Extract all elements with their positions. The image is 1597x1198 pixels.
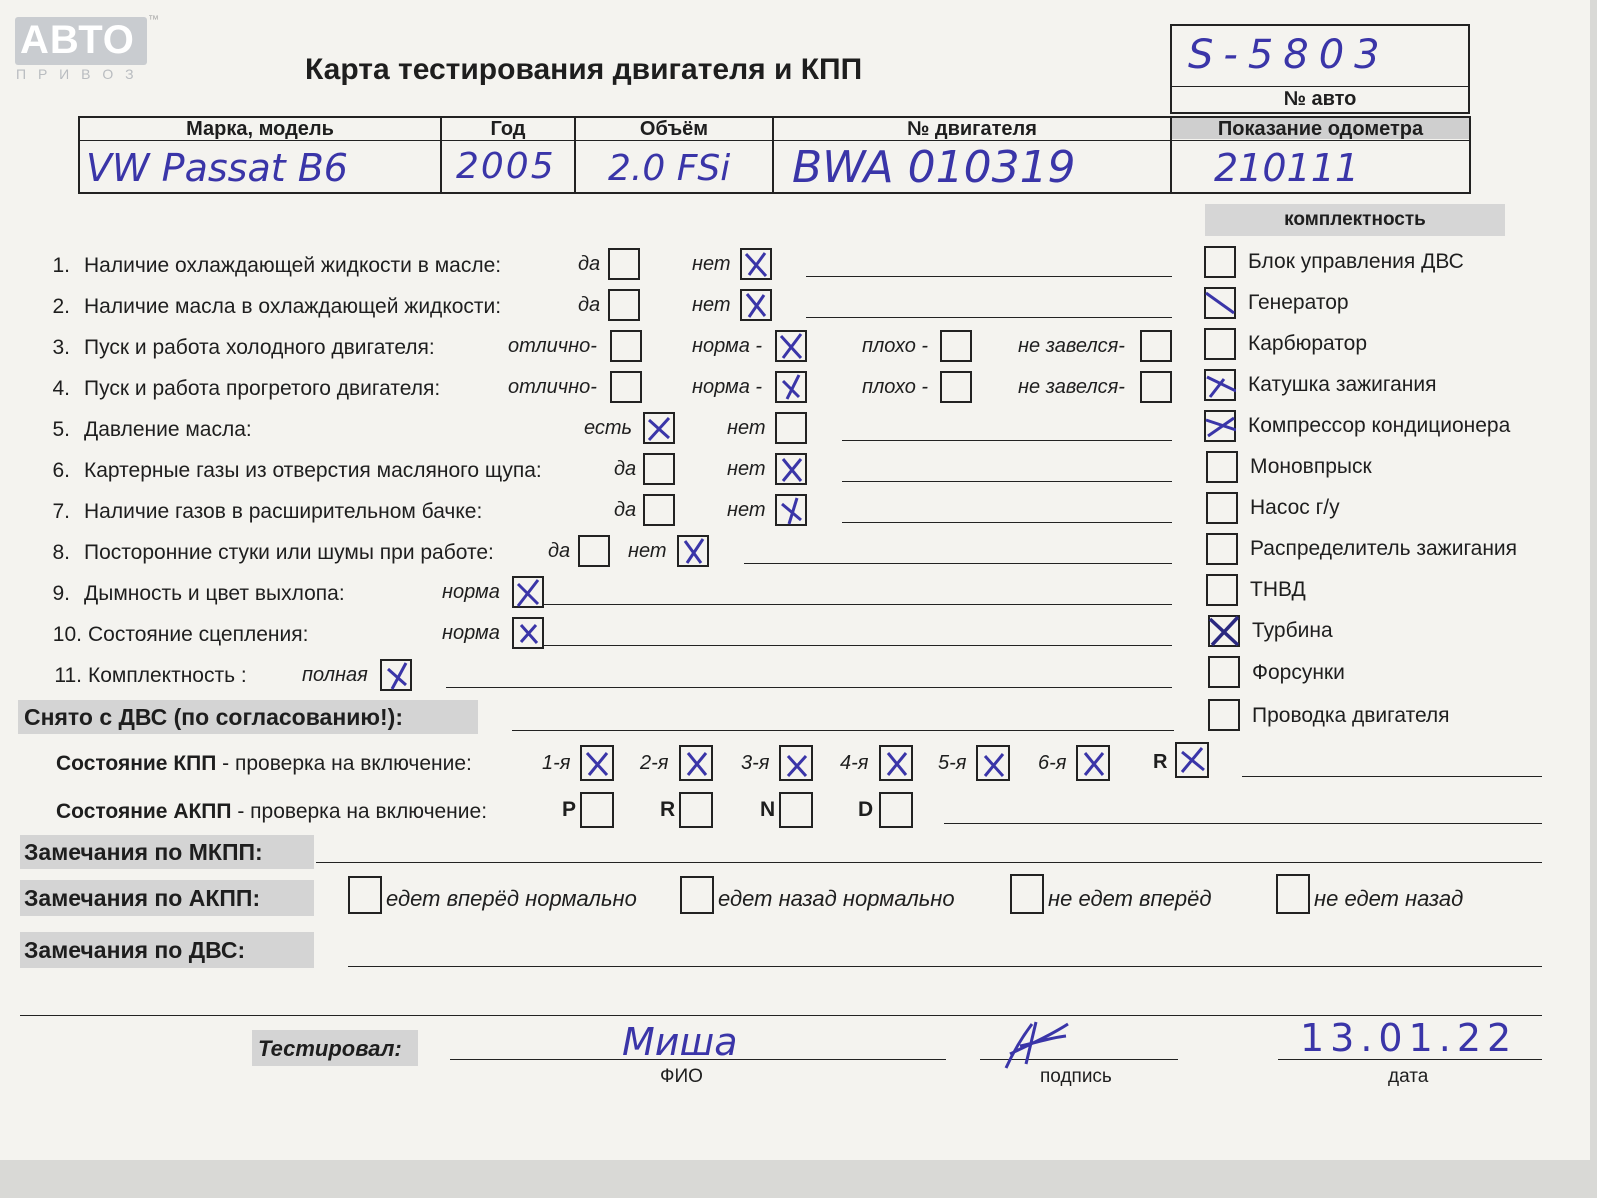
removed-line bbox=[512, 730, 1174, 731]
tested-label: Тестировал: bbox=[258, 1036, 402, 1061]
gear-r-label: R bbox=[1153, 751, 1168, 773]
comp-tnvd-checkbox[interactable] bbox=[1206, 574, 1238, 606]
auto-p-checkbox[interactable] bbox=[580, 792, 614, 828]
value-odometer: 210111 bbox=[1214, 146, 1360, 190]
header-col-engine: № двигателя bbox=[907, 118, 1037, 140]
comp-ac-compressor-label: Компрессор кондиционера bbox=[1248, 414, 1511, 437]
r4-bad-checkbox[interactable] bbox=[940, 371, 972, 403]
r1-no-label: нет bbox=[692, 253, 731, 275]
r3-notstarted-checkbox[interactable] bbox=[1140, 330, 1172, 362]
gear-1-check-mark bbox=[581, 747, 613, 779]
r6-yes-checkbox[interactable] bbox=[643, 453, 675, 485]
r6-no-check-mark bbox=[775, 453, 807, 485]
comp-generator-label: Генератор bbox=[1248, 291, 1349, 314]
r2-yes-checkbox[interactable] bbox=[608, 289, 640, 321]
r2-yes-label: да bbox=[578, 294, 601, 316]
r9-note-line bbox=[544, 604, 1172, 605]
r8-yes-label: да bbox=[548, 540, 571, 562]
check-6-text: Картерные газы из отверстия масляного щупа: bbox=[84, 459, 542, 482]
comp-turbine-check-mark bbox=[1208, 615, 1240, 647]
akpp-no-back-label: не едет назад bbox=[1314, 886, 1464, 911]
r6-yes-label: да bbox=[614, 458, 637, 480]
remarks-dvs-label: Замечания по ДВС: bbox=[24, 937, 246, 963]
comp-carburetor-label: Карбюратор bbox=[1248, 332, 1368, 355]
header-col-model: Марка, модель bbox=[186, 118, 334, 140]
check-10-text: Состояние сцепления: bbox=[88, 623, 309, 646]
comp-carburetor-checkbox[interactable] bbox=[1204, 328, 1236, 360]
r3-excellent-label: отлично- bbox=[508, 335, 597, 357]
gear-2-check-mark bbox=[680, 747, 712, 779]
auto-r-label: R bbox=[660, 798, 676, 821]
gear-3-label: 3-я bbox=[741, 752, 770, 774]
page-title: Карта тестирования двигателя и КПП bbox=[305, 53, 863, 86]
gear-5-check-mark bbox=[977, 748, 1009, 780]
r3-notstarted-label: не завелся- bbox=[1018, 335, 1125, 357]
r7-yes-label: да bbox=[614, 499, 637, 521]
auto-n-checkbox[interactable] bbox=[779, 792, 813, 828]
akpp-back-ok-label: едет назад нормально bbox=[718, 886, 955, 911]
comp-ac-compressor-check-mark bbox=[1204, 410, 1236, 442]
check-5-text: Давление масла: bbox=[84, 418, 252, 441]
akpp-fwd-ok-label: едет вперёд нормально bbox=[386, 886, 637, 911]
r7-no-label: нет bbox=[727, 499, 766, 521]
comp-injectors-label: Форсунки bbox=[1252, 661, 1345, 684]
r4-bad-label: плохо - bbox=[862, 376, 929, 398]
comp-turbine-label: Турбина bbox=[1252, 619, 1333, 642]
comp-wiring-label: Проводка двигателя bbox=[1252, 704, 1450, 727]
value-volume: 2.0 FSi bbox=[608, 148, 731, 189]
r10-normal-label: норма bbox=[442, 622, 500, 644]
check-11-num: 11. bbox=[54, 664, 82, 687]
check-6-num: 6. bbox=[52, 459, 70, 482]
header-col-odometer: Показание одометра bbox=[1217, 118, 1424, 140]
auto-d-checkbox[interactable] bbox=[879, 792, 913, 828]
check-8-text: Посторонние стуки или шумы при работе: bbox=[84, 541, 494, 564]
r8-note-line bbox=[744, 563, 1172, 564]
r3-bad-label: плохо - bbox=[862, 335, 929, 357]
auto-r-checkbox[interactable] bbox=[679, 792, 713, 828]
comp-coil-check-mark bbox=[1204, 369, 1236, 401]
gear-r-check-mark bbox=[1176, 744, 1208, 776]
comp-ps-pump-label: Насос г/у bbox=[1250, 496, 1340, 519]
gear-5-label: 5-я bbox=[938, 752, 967, 774]
r9-normal-check-mark bbox=[512, 576, 544, 608]
value-engine: BWA 010319 bbox=[792, 142, 1076, 193]
check-4-text: Пуск и работа прогретого двигателя: bbox=[84, 377, 441, 400]
r5-note-line bbox=[842, 440, 1172, 441]
r2-no-label: нет bbox=[692, 294, 731, 316]
remarks-mkpp-label: Замечания по МКПП: bbox=[24, 839, 263, 865]
akpp-no-back-checkbox[interactable] bbox=[1276, 874, 1310, 914]
akpp-back-ok-checkbox[interactable] bbox=[680, 876, 714, 914]
r3-bad-checkbox[interactable] bbox=[940, 330, 972, 362]
value-model: VW Passat B6 bbox=[86, 146, 348, 190]
r8-yes-checkbox[interactable] bbox=[578, 535, 610, 567]
akpp-fwd-ok-checkbox[interactable] bbox=[348, 876, 382, 914]
r1-yes-checkbox[interactable] bbox=[608, 248, 640, 280]
comp-wiring-checkbox[interactable] bbox=[1208, 699, 1240, 731]
fio-value: Миша bbox=[622, 1020, 738, 1064]
check-8-num: 8. bbox=[52, 541, 70, 564]
akpp-no-fwd-checkbox[interactable] bbox=[1010, 874, 1044, 914]
r10-note-line bbox=[544, 645, 1172, 646]
r2-note-line bbox=[806, 317, 1172, 318]
auto-p-label: P bbox=[562, 798, 577, 821]
check-2-text: Наличие масла в охлаждающей жидкости: bbox=[84, 295, 502, 318]
r4-excellent-checkbox[interactable] bbox=[610, 371, 642, 403]
date-label: дата bbox=[1388, 1066, 1429, 1087]
comp-monoinjection-label: Моновпрыск bbox=[1250, 455, 1372, 478]
gear-6-check-mark bbox=[1077, 747, 1109, 779]
check-7-num: 7. bbox=[52, 500, 70, 523]
auto-number-divider bbox=[1170, 86, 1470, 87]
date-value: 13.01.22 bbox=[1300, 1016, 1518, 1060]
check-9-num: 9. bbox=[52, 582, 70, 605]
check-9-text: Дымность и цвет выхлопа: bbox=[84, 582, 345, 605]
check-10-num: 10. bbox=[52, 623, 82, 646]
r1-no-check-mark bbox=[740, 248, 772, 280]
r11-full-check-mark bbox=[380, 659, 412, 691]
comp-tnvd-label: ТНВД bbox=[1250, 578, 1306, 601]
r11-note-line bbox=[446, 687, 1172, 688]
r2-no-check-mark bbox=[740, 289, 772, 321]
fio-label: ФИО bbox=[660, 1066, 703, 1087]
completeness-title: комплектность bbox=[1284, 209, 1426, 230]
kpp-auto-line bbox=[944, 823, 1542, 824]
check-3-num: 3. bbox=[52, 336, 70, 359]
r8-no-check-mark bbox=[677, 535, 709, 567]
r11-full-label: полная bbox=[302, 664, 368, 686]
auto-n-label: N bbox=[760, 798, 776, 821]
comp-ps-pump-checkbox[interactable] bbox=[1206, 492, 1238, 524]
r10-normal-check-mark bbox=[512, 617, 544, 649]
comp-coil-label: Катушка зажигания bbox=[1248, 373, 1437, 396]
r7-yes-checkbox[interactable] bbox=[643, 494, 675, 526]
remarks-mkpp-line bbox=[316, 862, 1542, 863]
comp-distributor-checkbox[interactable] bbox=[1206, 533, 1238, 565]
logo-text: АВТО bbox=[20, 18, 135, 62]
gear-6-label: 6-я bbox=[1038, 752, 1067, 774]
check-3-text: Пуск и работа холодного двигателя: bbox=[84, 336, 435, 359]
r4-normal-check-mark bbox=[775, 371, 807, 403]
r5-no-label: нет bbox=[727, 417, 766, 439]
r5-no-checkbox[interactable] bbox=[775, 412, 807, 444]
gear-3-check-mark bbox=[780, 748, 812, 780]
gear-4-check-mark bbox=[880, 747, 912, 779]
r7-no-check-mark bbox=[775, 494, 807, 526]
comp-distributor-label: Распределитель зажигания bbox=[1250, 537, 1518, 560]
kpp-auto-label: Состояние АКПП - проверка на включение: bbox=[56, 800, 488, 823]
check-4-num: 4. bbox=[52, 377, 70, 400]
comp-injectors-checkbox[interactable] bbox=[1208, 656, 1240, 688]
akpp-no-fwd-label: не едет вперёд bbox=[1048, 886, 1212, 911]
r1-note-line bbox=[806, 276, 1172, 277]
kpp-manual-label: Состояние КПП - проверка на включение: bbox=[56, 752, 472, 775]
check-2-num: 2. bbox=[52, 295, 70, 318]
auto-number-label: № авто bbox=[1283, 88, 1357, 110]
check-5-num: 5. bbox=[52, 418, 70, 441]
auto-d-label: D bbox=[858, 798, 874, 821]
value-year: 2005 bbox=[456, 146, 556, 187]
r4-normal-label: норма - bbox=[692, 376, 763, 398]
check-1-num: 1. bbox=[52, 254, 70, 277]
sign-label: подпись bbox=[1040, 1066, 1112, 1087]
remarks-dvs-line bbox=[348, 966, 1542, 967]
removed-label: Снято с ДВС (по согласованию!): bbox=[24, 704, 403, 730]
remarks-akpp-label: Замечания по АКПП: bbox=[24, 885, 261, 911]
r3-excellent-checkbox[interactable] bbox=[610, 330, 642, 362]
kpp-manual-line bbox=[1242, 776, 1542, 777]
r1-yes-label: да bbox=[578, 253, 601, 275]
check-7-text: Наличие газов в расширительном бачке: bbox=[84, 500, 483, 523]
r8-no-label: нет bbox=[628, 540, 667, 562]
gear-2-label: 2-я bbox=[640, 752, 669, 774]
r3-normal-label: норма - bbox=[692, 335, 763, 357]
r6-note-line bbox=[842, 481, 1172, 482]
header-col-year: Год bbox=[490, 118, 526, 140]
gear-4-label: 4-я bbox=[840, 752, 869, 774]
comp-ecu-checkbox[interactable] bbox=[1204, 246, 1236, 278]
r5-present-label: есть bbox=[584, 417, 633, 439]
r4-excellent-label: отлично- bbox=[508, 376, 597, 398]
auto-number-value: S-5803 bbox=[1188, 32, 1390, 78]
logo-tm: ™ bbox=[148, 14, 159, 26]
r9-normal-label: норма bbox=[442, 581, 500, 603]
comp-monoinjection-checkbox[interactable] bbox=[1206, 451, 1238, 483]
gear-1-label: 1-я bbox=[542, 752, 571, 774]
header-col-volume: Объём bbox=[639, 118, 709, 140]
comp-generator-check-mark bbox=[1204, 287, 1236, 319]
check-11-text: Комплектность : bbox=[88, 664, 247, 687]
r4-notstarted-checkbox[interactable] bbox=[1140, 371, 1172, 403]
check-1-text: Наличие охлаждающей жидкости в масле: bbox=[84, 254, 502, 277]
comp-ecu-label: Блок управления ДВС bbox=[1248, 250, 1464, 273]
r4-notstarted-label: не завелся- bbox=[1018, 376, 1125, 398]
r3-normal-check-mark bbox=[775, 330, 807, 362]
r7-note-line bbox=[842, 522, 1172, 523]
logo-subtext: П Р И В О З bbox=[16, 66, 138, 82]
r6-no-label: нет bbox=[727, 458, 766, 480]
r5-present-check-mark bbox=[643, 412, 675, 444]
